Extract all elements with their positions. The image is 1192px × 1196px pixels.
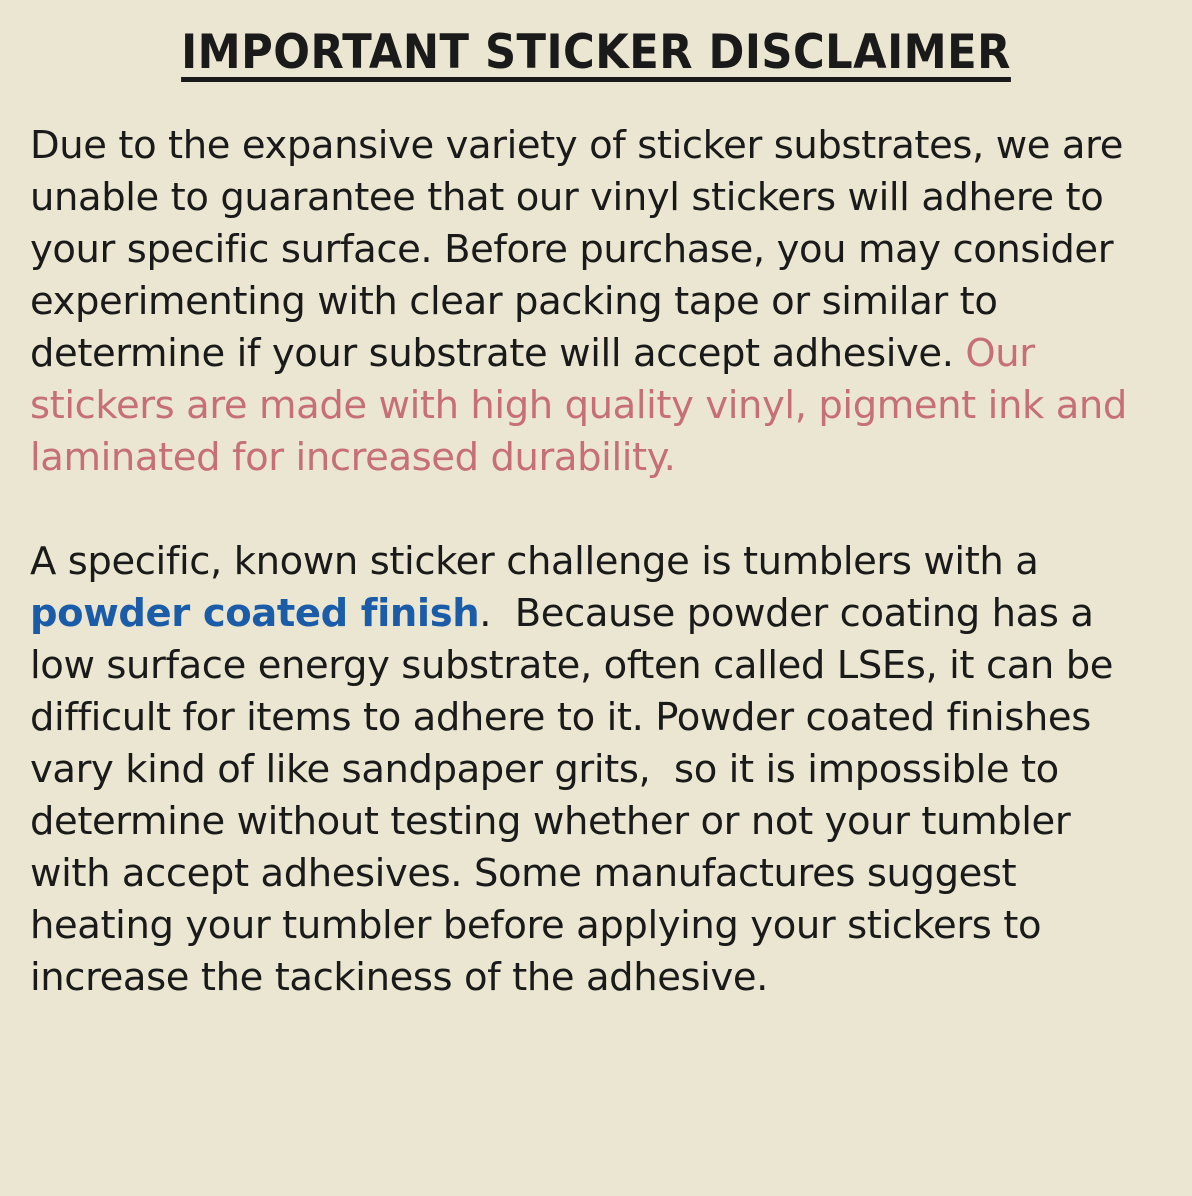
paragraph: [30, 536, 1162, 1004]
text-run-normal: Due to the expansive variety of sticker substrates, we are unable to guarantee that our vinyl stickers will adhere to your specific surface. Before purchase, you may consider experimenting with clear packing tape or similar to determine if your substrate will accept adhesive.: [30, 123, 1135, 377]
text-run-normal: . Because powder coating has a low surface energy substrate, often called LSEs, it can be difficult for items to adhere to it. Powder coated finishes vary kind of like sandpaper grits, so it is impossible to determine without testing whether or not your tumbler with accept adhesives. Some manufactures suggest heating your tumbler before applying your stickers to increase the tackiness of the adhesive.: [30, 591, 1125, 1001]
paragraph: [30, 120, 1162, 484]
page-title: IMPORTANT STICKER DISCLAIMER: [181, 25, 1011, 80]
text-run-blue-bold: powder coated finish: [30, 591, 480, 637]
disclaimer-body: [30, 120, 1162, 1004]
text-run-red: Our stickers are made with high quality vinyl, pigment ink and laminated for increased durability.: [30, 331, 1139, 481]
text-run-normal: A specific, known sticker challenge is tumblers with a: [30, 539, 1051, 585]
